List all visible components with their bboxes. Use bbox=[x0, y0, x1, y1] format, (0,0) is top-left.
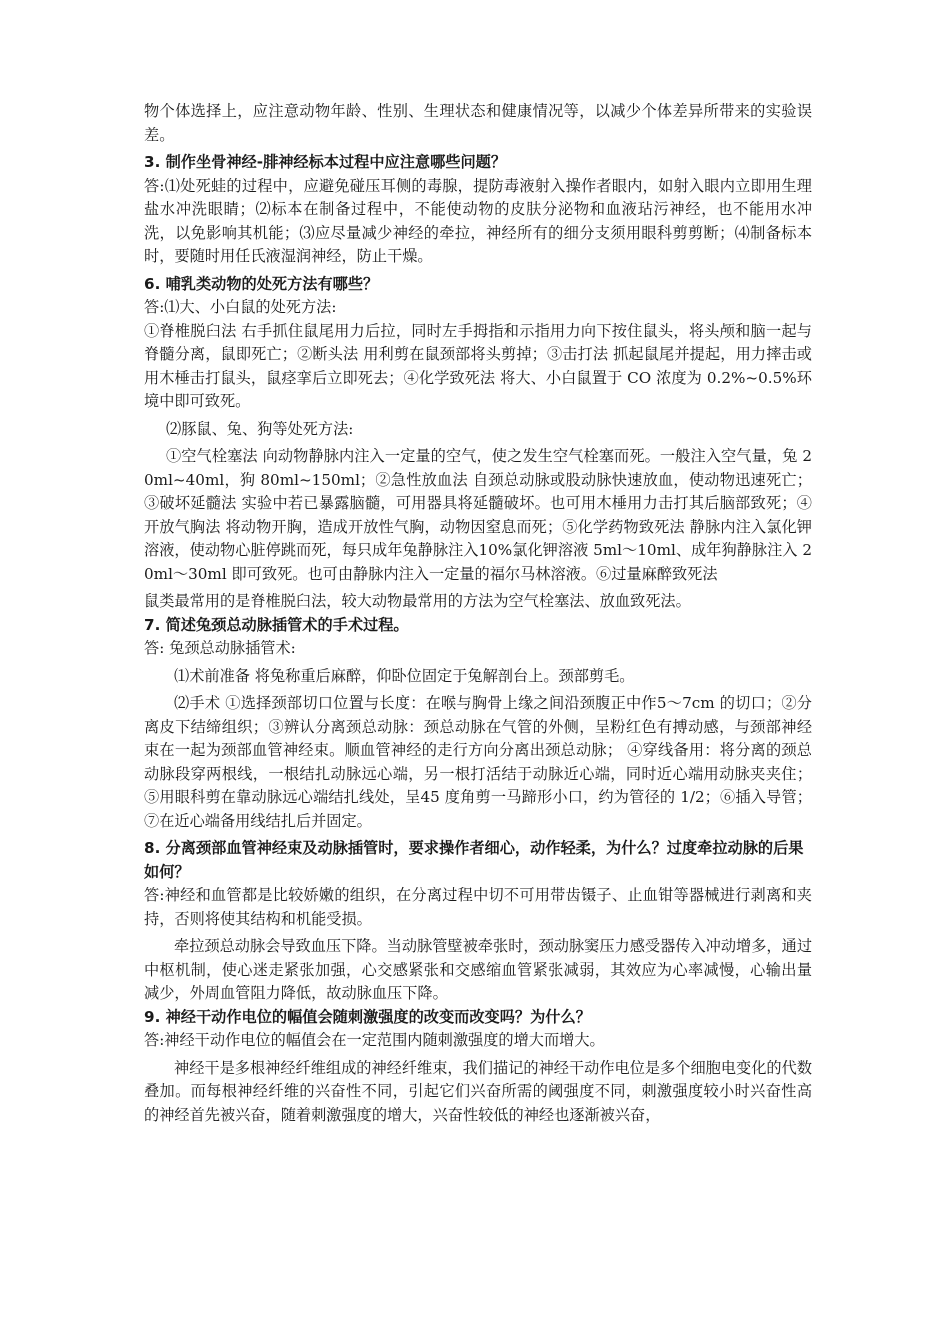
answer-6-rat-methods: ①脊椎脱臼法 右手抓住鼠尾用力后拉，同时左手拇指和示指用力向下按住鼠头，将头颅和脑一起与脊髓分离，鼠即死亡；②断头法 用利剪在鼠颈部将头剪掉；③击打法 抓起鼠尾并提起，用力摔击或用木棰击打鼠头，鼠痉挛后立即死去；④化学致死法 将大、小白鼠置于 CO 浓度为 0.2%~0.5%环境中即可致死。 bbox=[144, 321, 812, 410]
answer-6-intro: 答:⑴大、小白鼠的处死方法: bbox=[144, 298, 337, 316]
document-page bbox=[144, 100, 812, 1127]
answer-7-intro: 答: 兔颈总动脉插管术: bbox=[144, 639, 296, 657]
question-7-heading: 7. 简述兔颈总动脉插管术的手术过程。 bbox=[144, 615, 409, 634]
answer-8-part2: 牵拉颈总动脉会导致血压下降。当动脉管壁被牵张时，颈动脉窦压力感受器传入冲动增多，通过中枢机制，使心迷走紧张加强，心交感紧张和交感缩血管紧张减弱，其效应为心率减慢，心输出量减少，外周血管阻力降低，故动脉血压下降。 bbox=[144, 937, 812, 1002]
question-8-heading: 8. 分离颈部血管神经束及动脉插管时，要求操作者细心，动作轻柔，为什么？过度牵拉动脉的后果如何？ bbox=[144, 839, 804, 881]
question-6-heading: 6. 哺乳类动物的处死方法有哪些？ bbox=[144, 274, 379, 293]
answer-7-preparation: ⑴术前准备 将兔称重后麻醉，仰卧位固定于兔解剖台上。颈部剪毛。 bbox=[174, 666, 635, 685]
answer-9-part1: 答:神经干动作电位的幅值会在一定范围内随刺激强度的增大而增大。 bbox=[144, 1031, 605, 1049]
paragraph-intro-continuation: 物个体选择上，应注意动物年龄、性别、生理状态和健康情况等，以减少个体差异所带来的实验误差。 bbox=[144, 102, 812, 144]
question-9-heading: 9. 神经干动作电位的幅值会随刺激强度的改变而改变吗？为什么？ bbox=[144, 1007, 591, 1026]
answer-9-part2: 神经干是多根神经纤维组成的神经纤维束，我们描记的神经干动作电位是多个细胞电变化的代数叠加。而每根神经纤维的兴奋性不同，引起它们兴奋所需的阈强度不同，刺激强度较小时兴奋性高的神经首先被兴奋，随着刺激强度的增大，兴奋性较低的神经也逐渐被兴奋， bbox=[144, 1058, 812, 1124]
question-3-heading: 3. 制作坐骨神经-腓神经标本过程中应注意哪些问题？ bbox=[144, 153, 507, 171]
answer-6-large-animal-methods: ①空气栓塞法 向动物静脉内注入一定量的空气，使之发生空气栓塞而死。一般注入空气量，兔 20ml~40ml，狗 80ml~150ml；②急性放血法 自颈总动脉或股动脉快速放血，使动物迅速死亡；③破坏延髓法 实验中若已暴露脑髓，可用器具将延髓破坏。也可用木棰用力击打其后脑部致死；④开放气胸法 将动物开胸，造成开放性气胸，动物因窒息而死；⑤化学药物致死法 静脉内注入氯化钾溶液，使动物心脏停跳而死，每只成年兔静脉注入10%氯化钾溶液 5ml～10ml、成年狗静脉注入 20ml～30ml 即可致死。也可由静脉内注入一定量的福尔马林溶液。⑥过量麻醉致死法 bbox=[144, 447, 812, 583]
answer-6-large-animal-intro: ⑵豚鼠、兔、狗等处死方法: bbox=[166, 419, 354, 438]
answer-3: 答:⑴处死蛙的过程中，应避免碰压耳侧的毒腺，提防毒液射入操作者眼内，如射入眼内立即用生理盐水冲洗眼睛；⑵标本在制备过程中，不能使动物的皮肤分泌物和血液玷污神经，也不能用水冲洗，以免影响其机能；⑶应尽量减少神经的牵拉，神经所有的细分支须用眼科剪剪断；⑷制备标本时，要随时用任氏液湿润神经，防止干燥。 bbox=[144, 176, 812, 265]
answer-7-surgery: ⑵手术 ①选择颈部切口位置与长度：在喉与胸骨上缘之间沿颈腹正中作5～7cm 的切口；②分离皮下结缔组织；③辨认分离颈总动脉：颈总动脉在气管的外侧，呈粉红色有搏动感，与颈部神经束在一起为颈部血管神经束。顺血管神经的走行方向分离出颈总动脉； ④穿线备用：将分离的颈总动脉段穿两根线，一根结扎动脉远心端，另一根打活结于动脉近心端，同时近心端用动脉夹夹住；⑤用眼科剪在靠动脉远心端结扎线处，呈45 度角剪一马蹄形小口，约为管径的 1/2；⑥插入导管；⑦在近心端备用线结扎后并固定。 bbox=[144, 694, 812, 830]
answer-8-part1: 答:神经和血管都是比较娇嫩的组织，在分离过程中切不可用带齿镊子、止血钳等器械进行剥离和夹持，否则将使其结构和机能受损。 bbox=[144, 886, 812, 928]
answer-6-summary: 鼠类最常用的是脊椎脱臼法，较大动物最常用的方法为空气栓塞法、放血致死法。 bbox=[144, 592, 691, 610]
